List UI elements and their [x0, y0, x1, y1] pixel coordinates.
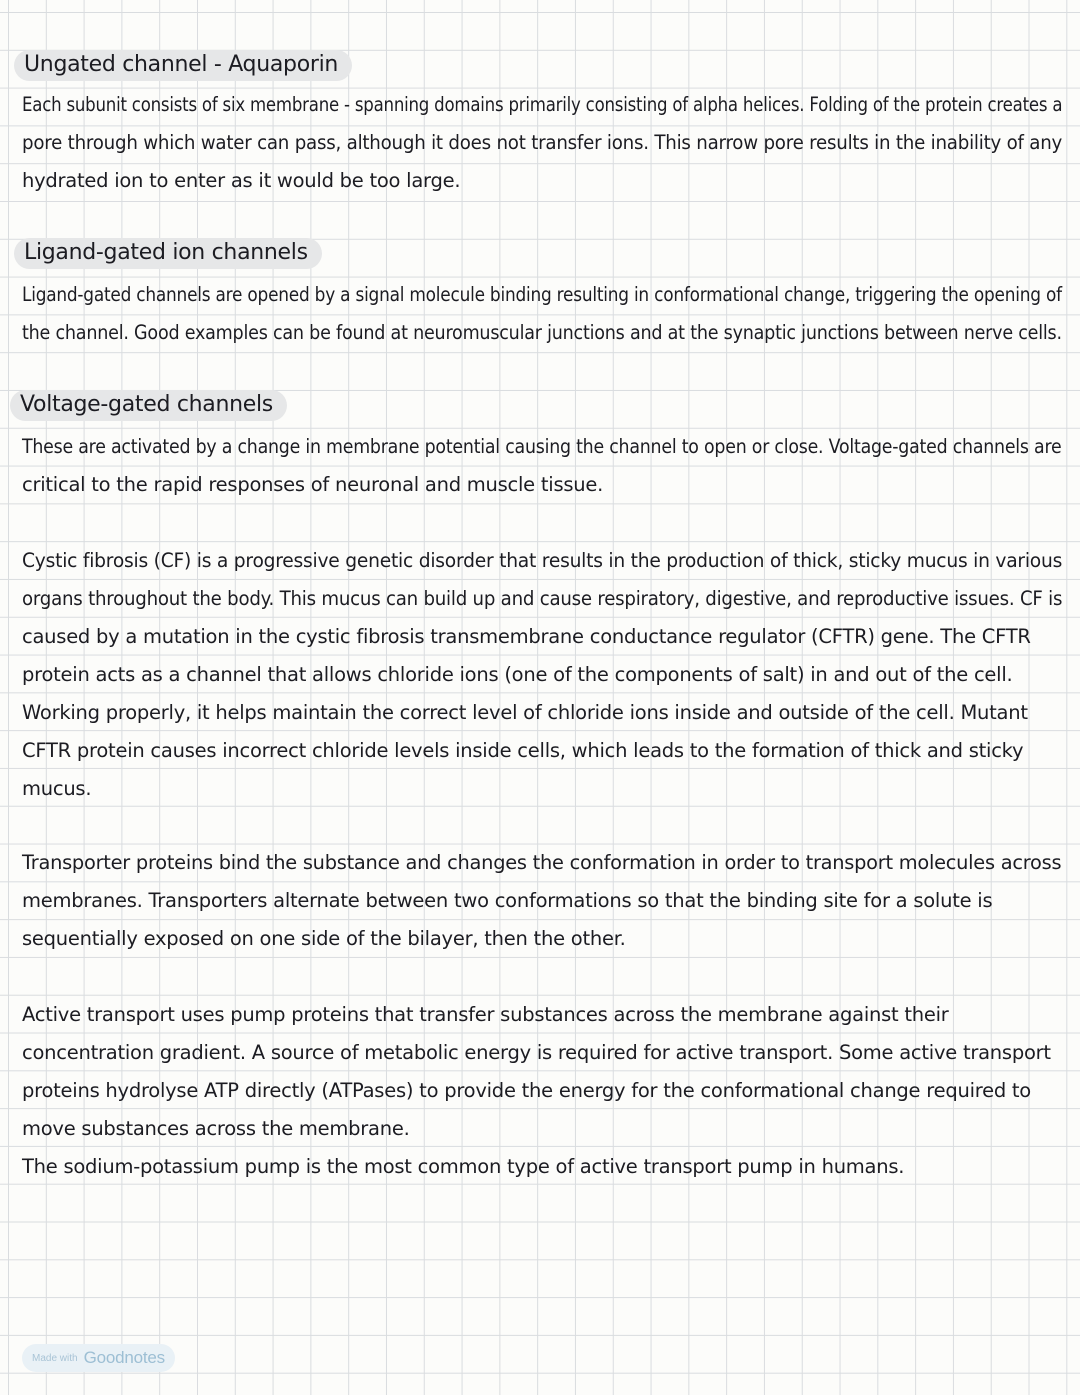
section-heading-aquaporin [14, 50, 352, 81]
text-line: Active transport uses pump proteins that transfer substances across the membrane against their [22, 1003, 949, 1026]
text-line: move substances across the membrane. [22, 1117, 410, 1140]
text-line: the channel. Good examples can be found at neuromuscular junctions and at the synaptic junctions between nerve cells. [22, 321, 1062, 344]
made-with-label: Made with [32, 1352, 78, 1364]
text-line: Cystic fibrosis (CF) is a progressive genetic disorder that results in the production of thick, sticky mucus in various [22, 549, 1063, 572]
text-line: sequentially exposed on one side of the bilayer, then the other. [22, 927, 626, 950]
paragraph-transporter-proteins [22, 844, 1062, 958]
text-line: protein acts as a channel that allows chloride ions (one of the components of salt) in and out of the cell. [22, 663, 1013, 686]
text-line: concentration gradient. A source of metabolic energy is required for active transport. Some active transport [22, 1041, 1051, 1064]
section-body-aquaporin [22, 86, 1062, 200]
text-line: These are activated by a change in membrane potential causing the channel to open or close. Voltage-gated channels are [22, 435, 1062, 458]
text-line: membranes. Transporters alternate between two conformations so that the binding site for a solute is [22, 889, 993, 912]
text-line: The sodium-potassium pump is the most common type of active transport pump in humans. [22, 1155, 905, 1178]
text-line: pore through which water can pass, although it does not transfer ions. This narrow pore results in the inability of any [22, 131, 1063, 154]
section-heading-text: Voltage-gated channels [20, 392, 273, 417]
text-line: Working properly, it helps maintain the correct level of chloride ions inside and outside of the cell. Mutant [22, 701, 1028, 724]
text-line: proteins hydrolyse ATP directly (ATPases) to provide the energy for the conformational change required to [22, 1079, 1031, 1102]
paragraph-cystic-fibrosis [22, 542, 1062, 808]
goodnotes-logo: Goodnotes [83, 1348, 165, 1367]
section-heading-voltage-gated [10, 390, 287, 421]
section-body-ligand-gated [22, 276, 1062, 352]
text-line: mucus. [22, 777, 92, 800]
text-line: critical to the rapid responses of neuronal and muscle tissue. [22, 473, 604, 496]
section-body-voltage-gated [22, 428, 1062, 504]
text-line: hydrated ion to enter as it would be too large. [22, 169, 461, 192]
text-line: organs throughout the body. This mucus can build up and cause respiratory, digestive, and reproductive issues. CF is [22, 587, 1063, 610]
text-line: Each subunit consists of six membrane - spanning domains primarily consisting of alpha helices. Folding of the protein creates a [22, 93, 1063, 116]
text-line: Ligand-gated channels are opened by a signal molecule binding resulting in conformational change, triggering the opening of [22, 283, 1062, 306]
text-line: CFTR protein causes incorrect chloride levels inside cells, which leads to the formation of thick and sticky [22, 739, 1024, 762]
section-heading-ligand-gated [14, 238, 322, 269]
paragraph-active-transport [22, 996, 1062, 1186]
section-heading-text: Ungated channel - Aquaporin [24, 52, 339, 77]
made-with-goodnotes-badge [22, 1344, 175, 1372]
section-heading-text: Ligand-gated ion channels [24, 240, 308, 265]
text-line: Transporter proteins bind the substance and changes the conformation in order to transport molecules across [22, 851, 1062, 874]
text-line: caused by a mutation in the cystic fibrosis transmembrane conductance regulator (CFTR) gene. The CFTR [22, 625, 1031, 648]
